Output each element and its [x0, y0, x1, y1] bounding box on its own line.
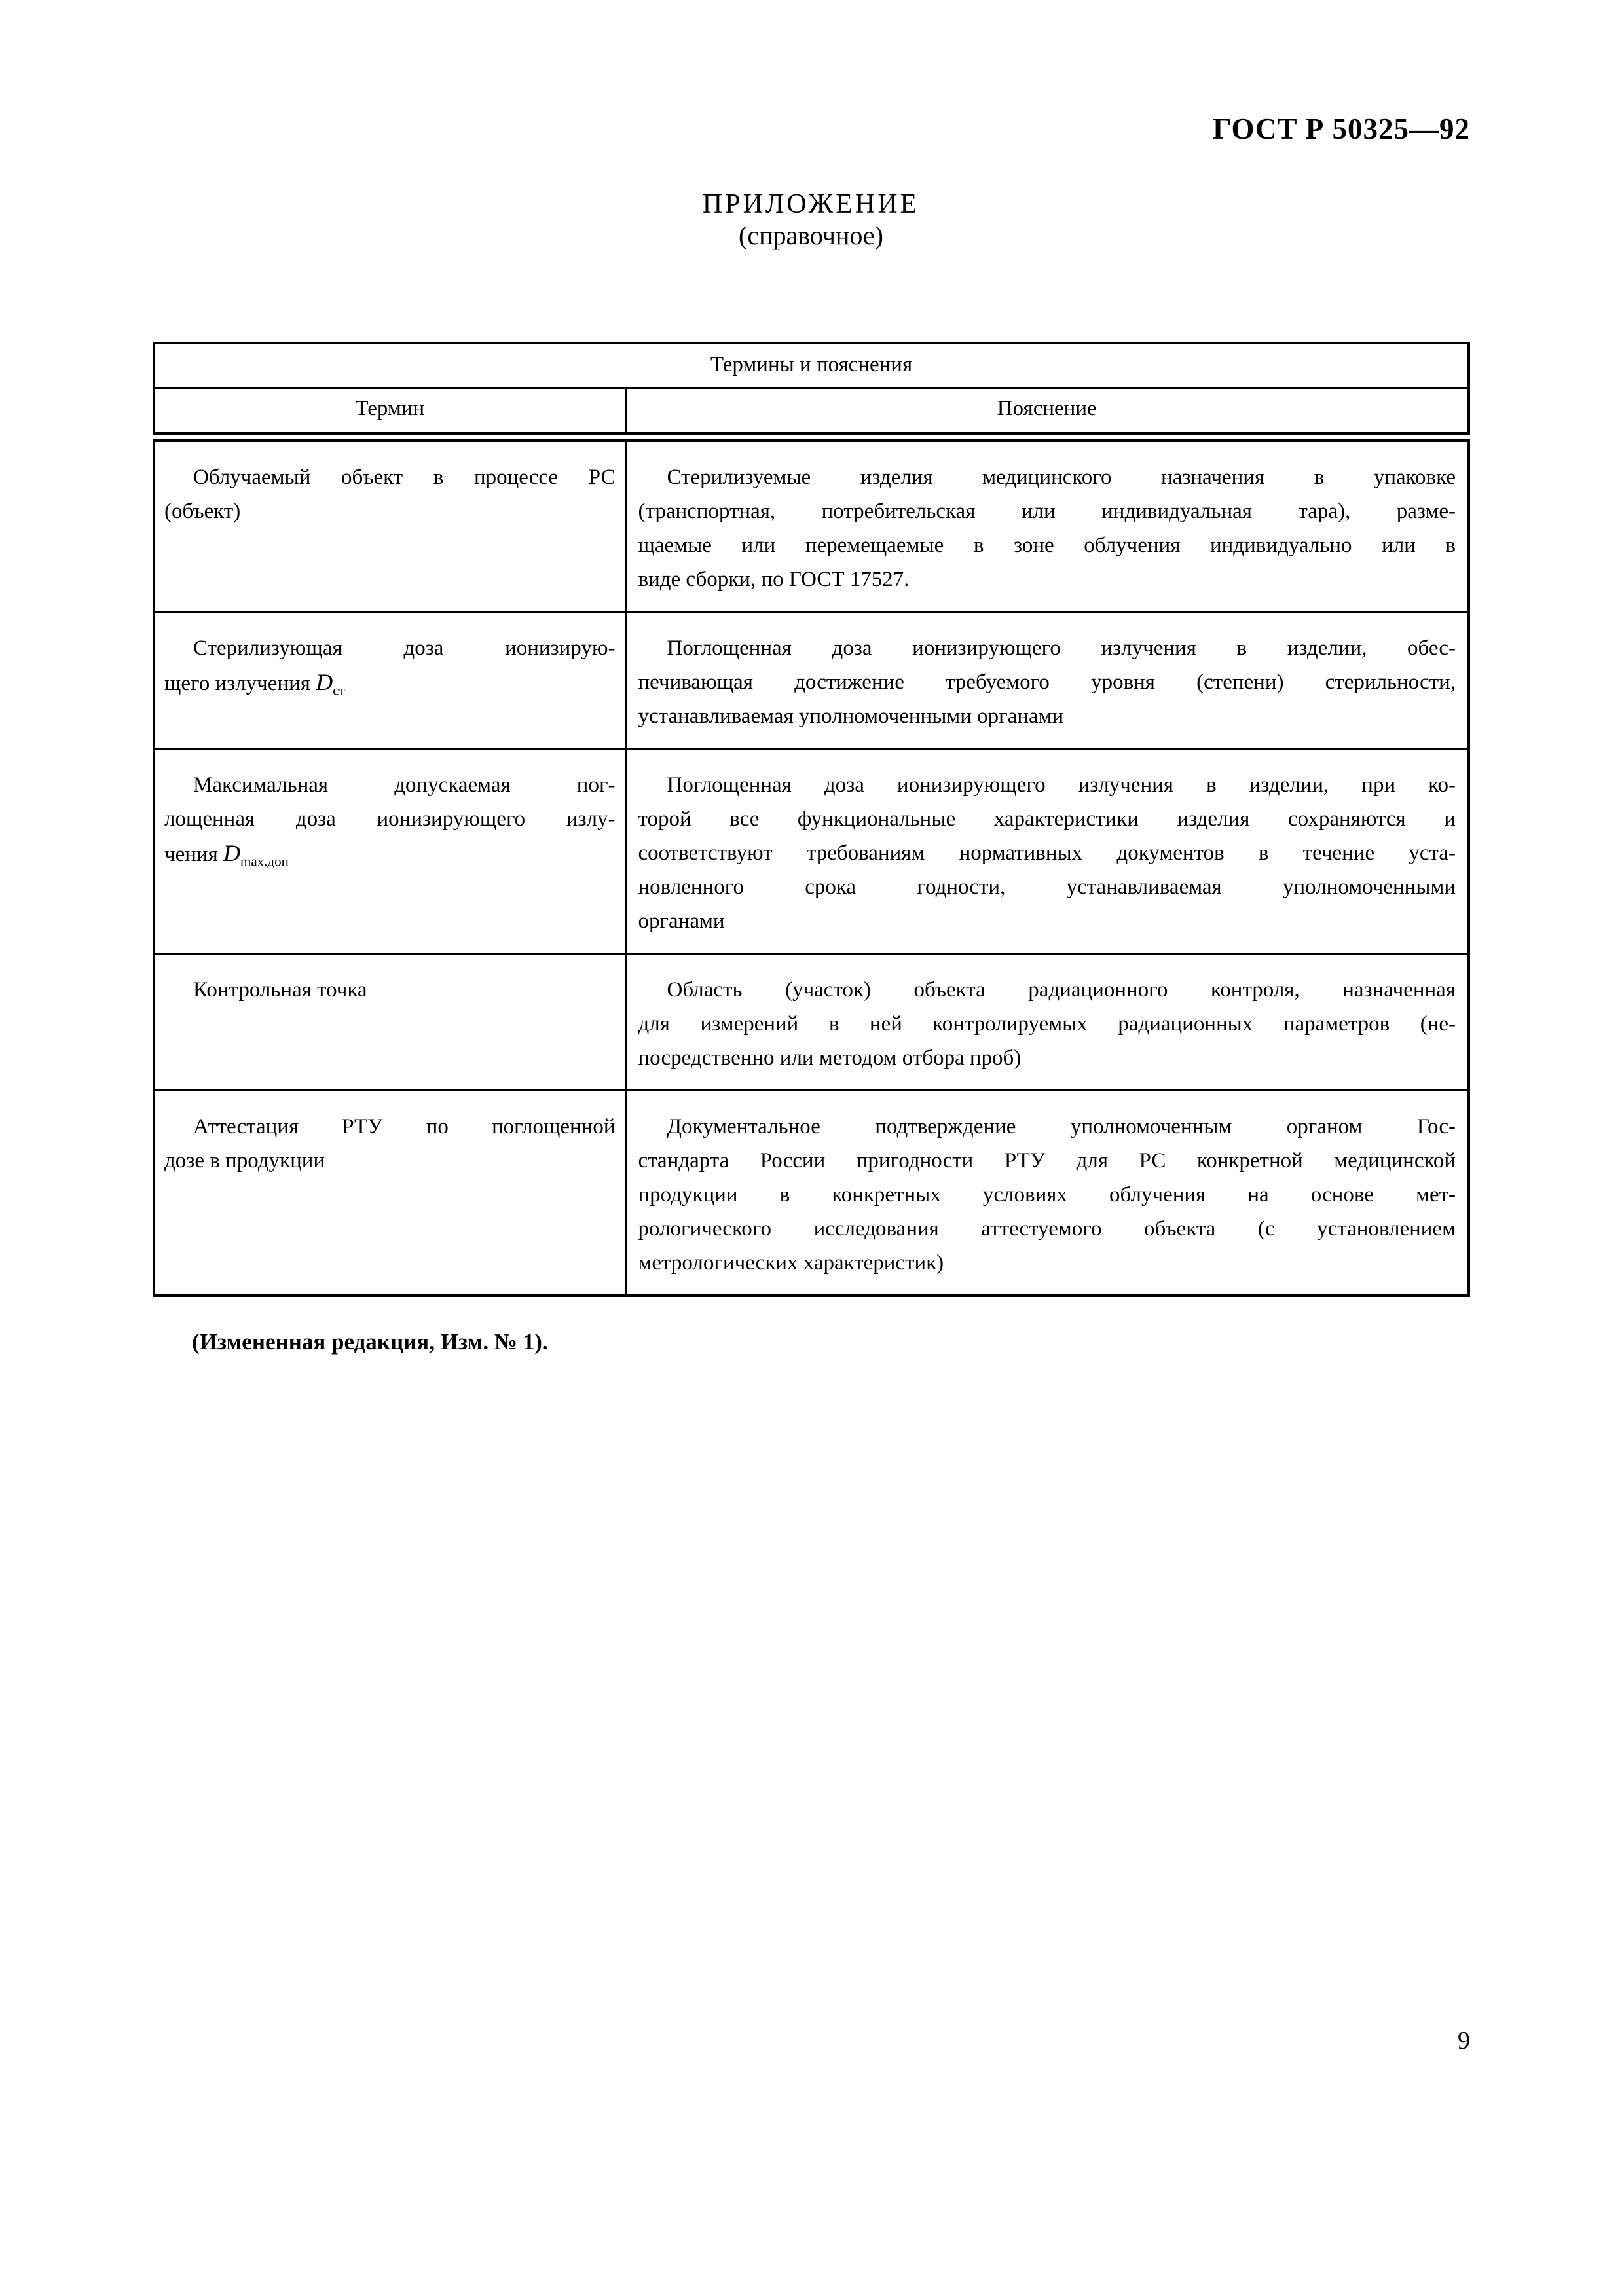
- text-line: Облучаемый объект в процессе РС: [193, 465, 616, 489]
- text-line: лощенная доза ионизирующего излу-: [164, 807, 616, 831]
- text-line: Стерилизующая доза ионизирую-: [193, 636, 616, 660]
- text-line: соответствуют требованиям нормативных документов в течение уста-: [638, 841, 1456, 865]
- table-row: [154, 954, 1469, 1091]
- table-title-row: [154, 343, 1469, 388]
- text-line: устанавливаемая уполномоченными органами: [638, 704, 1064, 728]
- term-cell: [154, 954, 625, 1091]
- text-line: органами: [638, 909, 725, 933]
- explanation-cell: [625, 612, 1469, 749]
- text-line: Область (участок) объекта радиационного контроля, назначенная: [667, 978, 1456, 1002]
- table-title: Термины и пояснения: [154, 343, 1469, 388]
- amendment-note: (Измененная редакция, Изм. № 1).: [192, 1329, 548, 1355]
- table-row: [154, 1091, 1469, 1296]
- term-cell: [154, 437, 625, 612]
- table-row: [154, 437, 1469, 612]
- column-header-row: [154, 388, 1469, 437]
- text-line: новленного срока годности, устанавливаемая уполномоченными: [638, 875, 1456, 899]
- column-header-term: Термин: [154, 388, 625, 437]
- text-line: торой все функциональные характеристики изделия сохраняются и: [638, 807, 1456, 831]
- text-line: Контрольная точка: [193, 978, 367, 1002]
- term-cell: [154, 612, 625, 749]
- text-line: (транспортная, потребительская или индивидуальная тара), разме-: [638, 500, 1456, 523]
- text-line: дозе в продукции: [164, 1149, 325, 1173]
- variable-symbol: D: [223, 840, 240, 866]
- terms-table-body: [154, 437, 1469, 1296]
- table-row: [154, 612, 1469, 749]
- text-line: продукции в конкретных условиях облучения на основе мет-: [638, 1183, 1456, 1207]
- text-line: (объект): [164, 500, 241, 523]
- text-line: Поглощенная доза ионизирующего излучения в изделии, при ко-: [667, 773, 1456, 797]
- explanation-cell: [625, 437, 1469, 612]
- subscript-text: ст: [333, 682, 345, 699]
- explanation-cell: [625, 954, 1469, 1091]
- explanation-cell: [625, 749, 1469, 954]
- appendix-title: ПРИЛОЖЕНИЕ: [702, 189, 920, 219]
- subscript-text: max.доп: [240, 853, 289, 869]
- text-line: виде сборки, по ГОСТ 17527.: [638, 568, 910, 591]
- text-line: Документальное подтверждение уполномоченным органом Гос-: [667, 1115, 1456, 1139]
- text-line: стандарта России пригодности РТУ для РС конкретной медицинской: [638, 1149, 1456, 1173]
- text-line: посредственно или методом отбора проб): [638, 1046, 1022, 1070]
- text-line: метрологических характеристик): [638, 1251, 944, 1275]
- text-line: рологического исследования аттестуемого объекта (с установлением: [638, 1217, 1456, 1241]
- term-cell: [154, 1091, 625, 1296]
- doc-code: ГОСТ Р 50325—92: [1212, 113, 1470, 145]
- text-line: Стерилизуемые изделия медицинского назначения в упаковке: [667, 465, 1456, 489]
- page-number: 9: [1458, 2027, 1470, 2054]
- text-line: Аттестация РТУ по поглощенной: [193, 1115, 616, 1139]
- text-line: для измерений в ней контролируемых радиационных параметров (не-: [638, 1012, 1456, 1036]
- text-line: печивающая достижение требуемого уровня (степени) стерильности,: [638, 670, 1456, 694]
- table-row: [154, 749, 1469, 954]
- terms-table: [153, 342, 1470, 1297]
- term-cell: [154, 749, 625, 954]
- text-line: чения $D_{max.доп}$: [164, 840, 289, 869]
- text-line: Поглощенная доза ионизирующего излучения в изделии, обес-: [667, 636, 1456, 660]
- text-line: щаемые или перемещаемые в зоне облучения индивидуально или в: [638, 534, 1456, 557]
- column-header-explanation: Пояснение: [625, 388, 1469, 437]
- text-line: Максимальная допускаемая пог-: [193, 773, 616, 797]
- appendix-subtitle: (справочное): [739, 221, 883, 250]
- explanation-cell: [625, 1091, 1469, 1296]
- text-line: щего излучения $D_{ст}$: [164, 669, 345, 699]
- variable-symbol: D: [316, 669, 333, 695]
